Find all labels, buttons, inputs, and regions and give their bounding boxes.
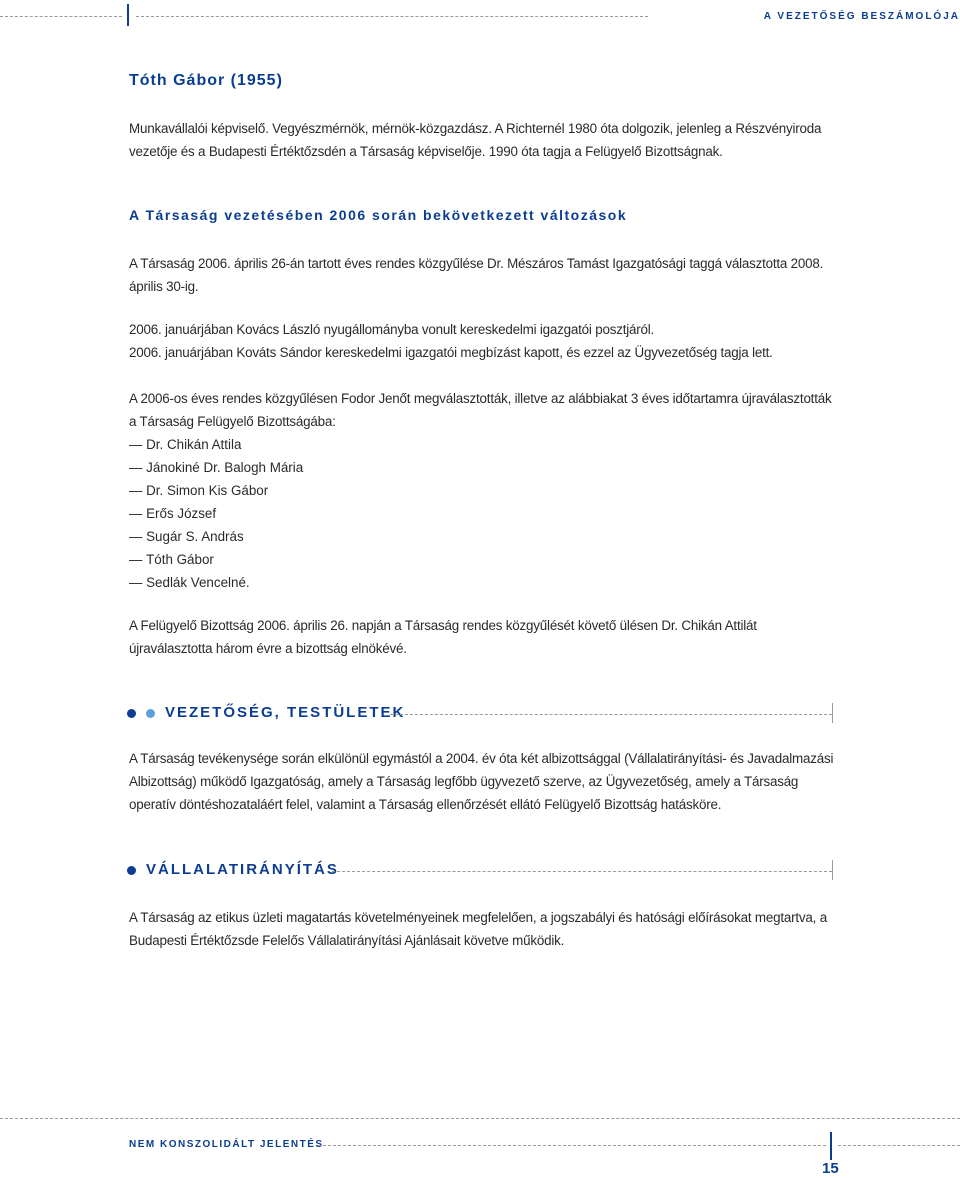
vallalatiranyitas-text: A Társaság az etikus üzleti magatartás követelményeinek megfelelően, a jogszabályi és hatósági előírásokat megtartva, a Budapesti Értéktőzsde Felelős Vállalatirányítási Ajánlásait követve működik. <box>129 910 827 948</box>
person-name-heading: Tóth Gábor (1955) <box>129 72 283 89</box>
header-rule-right <box>136 16 648 17</box>
bullet-icon <box>127 709 136 718</box>
person-bio: Munkavállalói képviselő. Vegyészmérnök, mérnök-közgazdász. A Richternél 1980 óta dolgozik, jelenleg a Részvényiroda vezetője és a Budapesti Értéktőzsdén a Társaság képviselője. 1990 óta tagja a Felügyelő Bizottságnak. <box>129 121 822 159</box>
changes-section-title: A Társaság vezetésében 2006 során bekövetkezett változások <box>129 207 628 223</box>
list-item: — Jánokiné Dr. Balogh Mária <box>129 456 303 479</box>
changes-paragraph-2a: 2006. januárjában Kovács László nyugállományba vonult kereskedelmi igazgatói posztjáról. <box>129 322 655 337</box>
list-item: — Dr. Chikán Attila <box>129 433 303 456</box>
footer-rule-top <box>0 1118 960 1119</box>
vallalatiranyitas-heading-rule <box>332 871 832 872</box>
page-number: 15 <box>822 1160 839 1177</box>
footer-marker <box>830 1132 832 1160</box>
vallalatiranyitas-heading: VÁLLALATIRÁNYÍTÁS <box>146 861 339 878</box>
changes-paragraph-4: A Felügyelő Bizottság 2006. április 26. napján a Társaság rendes közgyűlését követő ülésen Dr. Chikán Attilát újraválasztotta három évre a bizottság elnökévé. <box>129 618 757 656</box>
list-item: — Tóth Gábor <box>129 548 303 571</box>
vezetoseg-heading-rule <box>390 714 832 715</box>
list-item: — Erős József <box>129 502 303 525</box>
bullet-icon <box>146 709 155 718</box>
changes-paragraph-2b: 2006. januárjában Kováts Sándor kereskedelmi igazgatói megbízást kapott, és ezzel az Ügyvezetőség tagja lett. <box>129 345 773 360</box>
footer-rule-right <box>838 1145 960 1146</box>
footer-report-label: NEM KONSZOLIDÁLT JELENTÉS <box>129 1139 324 1150</box>
list-item: — Sugár S. András <box>129 525 303 548</box>
changes-paragraph-1: A Társaság 2006. április 26-án tartott éves rendes közgyűlése Dr. Mészáros Tamást Igazgatósági taggá választotta 2008. április 30-ig. <box>129 256 824 294</box>
vezetoseg-text: A Társaság tevékenysége során elkülönül egymástól a 2004. év óta két albizottsággal (Vállalatirányítási- és Javadalmazási Albizottság) működő Igazgatóság, amely a Társaság legfőbb ügyvezető szerve, az Ügyvezetőség, amely a Társaság operatív döntéshozataláért felel, valamint a Társaság ellenőrzését ellátó Felügyelő Bizottság hatásköre. <box>129 751 834 812</box>
header-rule-left <box>0 16 122 17</box>
running-header-title: A VEZETŐSÉG BESZÁMOLÓJA <box>763 11 960 22</box>
vallalatiranyitas-heading-end-tick <box>832 860 833 880</box>
list-item: — Dr. Simon Kis Gábor <box>129 479 303 502</box>
board-members-list <box>129 433 303 594</box>
list-item: — Sedlák Vencelné. <box>129 571 303 594</box>
footer-rule-middle <box>318 1145 826 1146</box>
vezetoseg-heading-end-tick <box>832 703 833 723</box>
vezetoseg-heading: VEZETŐSÉG, TESTÜLETEK <box>165 704 406 721</box>
changes-paragraph-3: A 2006-os éves rendes közgyűlésen Fodor Jenőt megválasztották, illetve az alábbiakat 3 éves időtartamra újraválasztották a Társaság Felügyelő Bizottságába: <box>129 391 832 429</box>
header-marker <box>127 4 129 26</box>
bullet-icon <box>127 866 136 875</box>
